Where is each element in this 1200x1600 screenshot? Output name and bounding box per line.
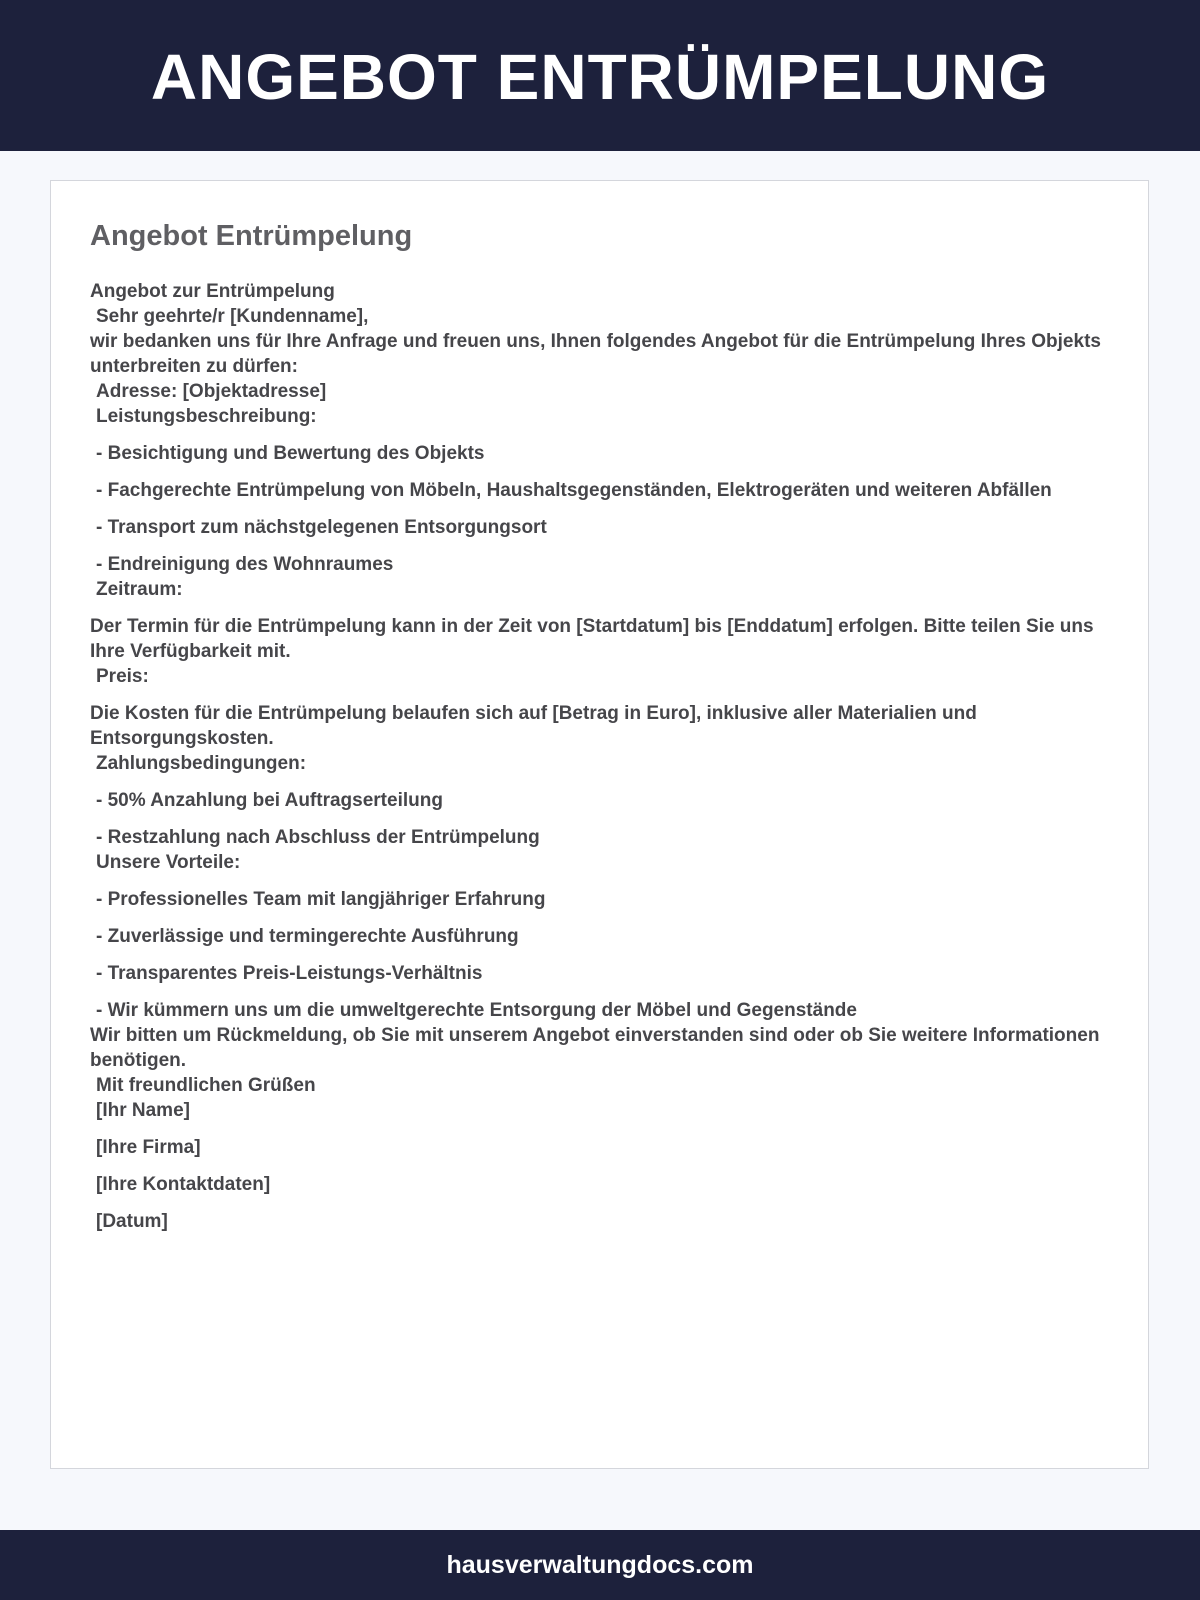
header-banner <box>0 0 1200 151</box>
list-item: - 50% Anzahlung bei Auftragserteilung <box>96 790 443 811</box>
payment-label: Zahlungsbedingungen: <box>96 753 307 774</box>
salutation: Sehr geehrte/r [Kundenname], <box>96 306 369 327</box>
banner-title: ANGEBOT ENTRÜMPELUNG <box>150 40 1050 113</box>
address-line: Adresse: [Objektadresse] <box>96 381 327 402</box>
list-item: - Professionelles Team mit langjähriger Erfahrung <box>96 889 546 910</box>
footer-bar <box>0 1530 1200 1600</box>
closing-greeting: Mit freundlichen Grüßen <box>96 1075 316 1096</box>
list-item: - Transparentes Preis-Leistungs-Verhältnis <box>96 963 483 984</box>
list-item: - Transport zum nächstgelegenen Entsorgungsort <box>96 517 547 538</box>
signature-contact: [Ihre Kontaktdaten] <box>96 1174 271 1195</box>
list-item: - Zuverlässige und termingerechte Ausführung <box>96 926 519 947</box>
period-label: Zeitraum: <box>96 579 183 600</box>
signature-name: [Ihr Name] <box>96 1100 190 1121</box>
list-item: - Besichtigung und Bewertung des Objekts <box>96 443 485 464</box>
list-item: - Restzahlung nach Abschluss der Entrümpelung <box>96 827 540 848</box>
footer-website: hausverwaltungdocs.com <box>446 1550 754 1579</box>
document-title: Angebot Entrümpelung <box>90 220 413 252</box>
intro-line: Angebot zur Entrümpelung <box>90 281 335 302</box>
signature-date: [Datum] <box>96 1211 168 1232</box>
signature-company: [Ihre Firma] <box>96 1137 201 1158</box>
price-label: Preis: <box>96 666 149 687</box>
document-body <box>90 219 1120 1234</box>
services-label: Leistungsbeschreibung: <box>96 406 317 427</box>
closing-request: Wir bitten um Rückmeldung, ob Sie mit unserem Angebot einverstanden sind oder ob Sie weitere Informationen benötigen. <box>90 1025 1105 1071</box>
list-item: - Endreinigung des Wohnraumes <box>96 554 394 575</box>
document-card <box>50 180 1149 1469</box>
list-item: - Wir kümmern uns um die umweltgerechte Entsorgung der Möbel und Gegenstände <box>96 1000 857 1021</box>
list-item: - Fachgerechte Entrümpelung von Möbeln, Haushaltsgegenständen, Elektrogeräten und weiteren Abfällen <box>96 480 1052 501</box>
advantages-label: Unsere Vorteile: <box>96 852 241 873</box>
period-paragraph: Der Termin für die Entrümpelung kann in der Zeit von [Startdatum] bis [Enddatum] erfolgen. Bitte teilen Sie uns Ihre Verfügbarkeit mit. <box>90 616 1099 662</box>
price-paragraph: Die Kosten für die Entrümpelung belaufen sich auf [Betrag in Euro], inklusive aller Materialien und Entsorgungskosten. <box>90 703 983 749</box>
opening-paragraph: wir bedanken uns für Ihre Anfrage und freuen uns, Ihnen folgendes Angebot für die Entrümpelung Ihres Objekts unterbreiten zu dürfen: <box>90 331 1107 377</box>
